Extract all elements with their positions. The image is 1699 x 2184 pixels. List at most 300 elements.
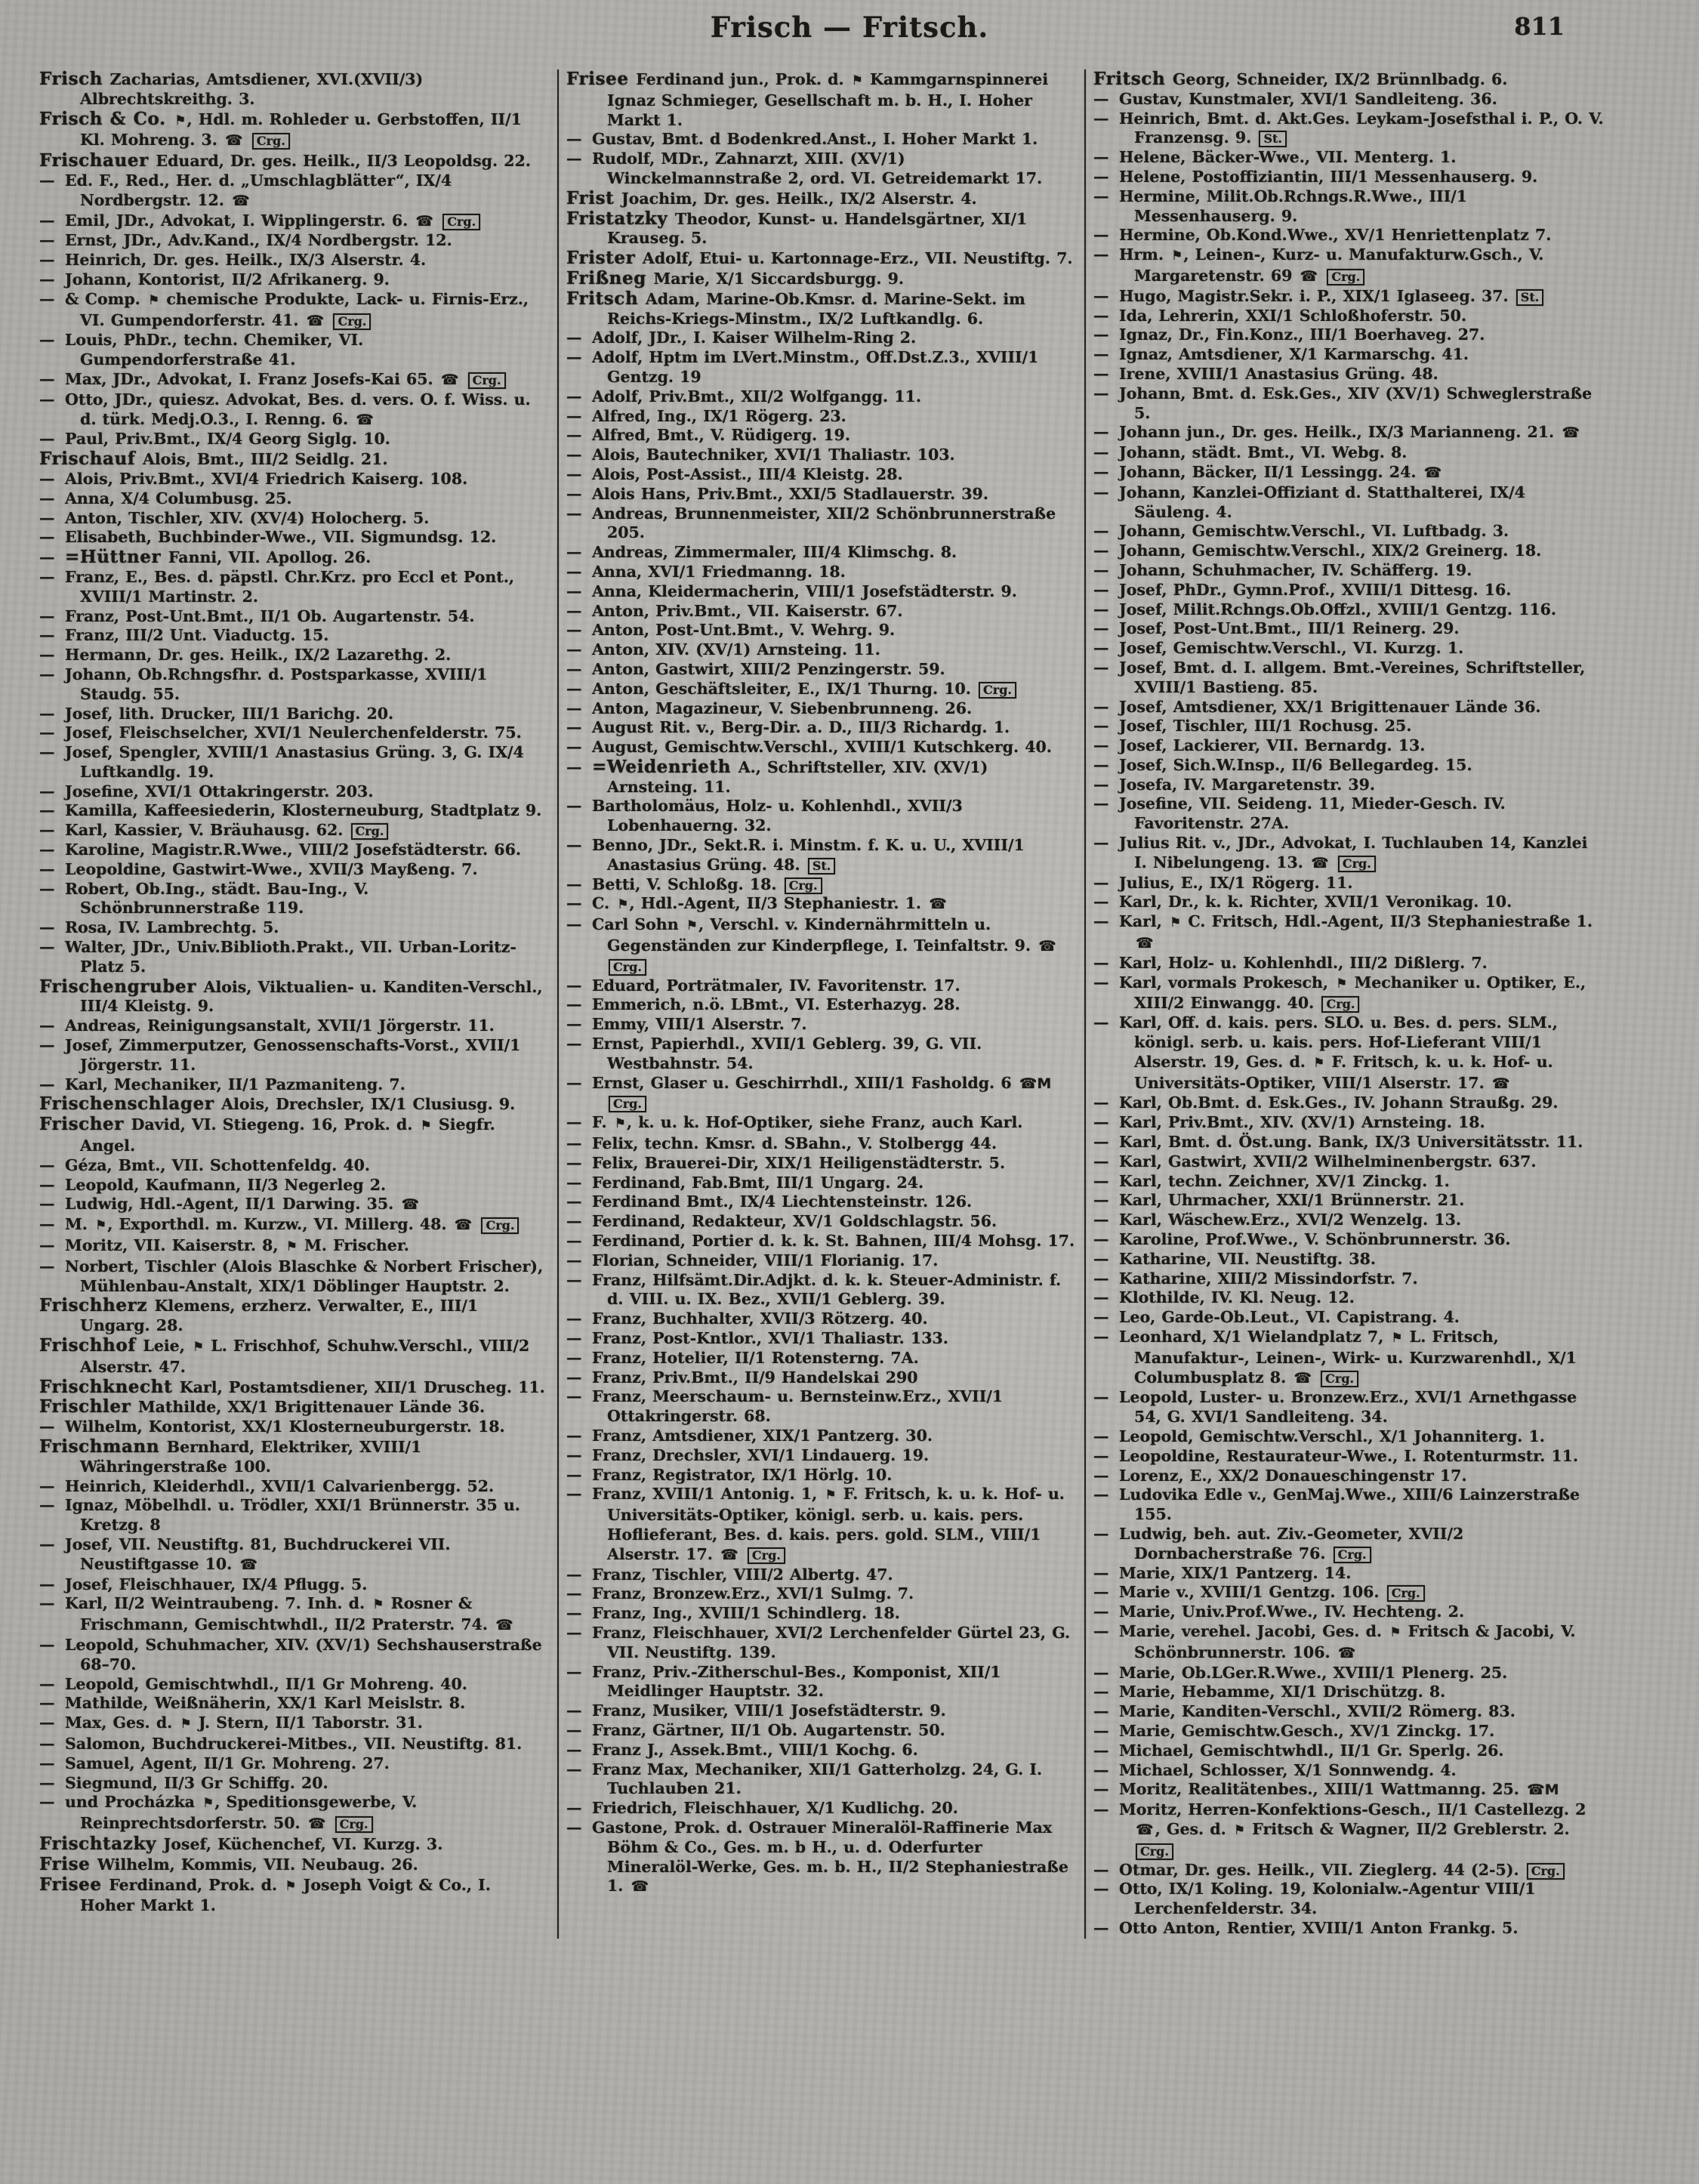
- directory-entry: — Leopold, Luster- u. Bronzew.Erz., XVI/1 Arnethgasse 54, G. XVI/1 Sandleiteng. 34.: [1093, 1388, 1577, 1427]
- ditto-dash: —: [566, 1426, 582, 1445]
- directory-entry: — Heinrich, Bmt. d. Akt.Ges. Leykam-Josefsthal i. P., O. V. Franzensg. 9. St.: [1093, 109, 1604, 147]
- ditto-dash: —: [1093, 580, 1109, 599]
- ditto-dash: —: [1093, 1171, 1109, 1190]
- directory-entry: — Ignaz, Amtsdiener, X/1 Karmarschg. 41.: [1093, 345, 1469, 364]
- directory-entry: — Josef, Fleischhauer, IX/4 Pflugg. 5.: [39, 1575, 368, 1593]
- directory-entry: — Karoline, Magistr.R.Wwe., VIII/2 Josefstädterstr. 66.: [39, 841, 521, 859]
- ditto-dash: —: [1093, 1800, 1109, 1819]
- telephone-icon: ☎: [1300, 267, 1318, 285]
- ditto-dash: —: [39, 390, 55, 409]
- ditto-dash: —: [1093, 1524, 1109, 1543]
- ditto-dash: —: [39, 369, 55, 388]
- ditto-dash: —: [1093, 1721, 1109, 1740]
- crg-badge: Crg.: [979, 682, 1016, 699]
- telephone-icon: ☎: [415, 212, 434, 230]
- ditto-dash: —: [1093, 755, 1109, 774]
- directory-entry: — Alfred, Ing., IX/1 Rögerg. 23.: [566, 406, 846, 425]
- directory-entry: Frist Joachim, Dr. ges. Heilk., IX/2 Alserstr. 4.: [566, 187, 977, 208]
- registered-firm-mark-icon: ⚑: [1389, 1624, 1401, 1640]
- ditto-dash: —: [566, 348, 582, 367]
- ditto-dash: —: [1093, 483, 1109, 501]
- ditto-dash: —: [39, 1754, 55, 1772]
- directory-entry: — Franz, Gärtner, II/1 Ob. Augartenstr. 50.: [566, 1720, 945, 1739]
- directory-entry: — Karl, Mechaniker, II/1 Pazmaniteng. 7.: [39, 1075, 405, 1094]
- ditto-dash: —: [1093, 1880, 1109, 1899]
- directory-entry: — Emil, JDr., Advokat, I. Wipplingerstr. 6. ☎ Crg.: [39, 211, 550, 232]
- directory-entry: — Moritz, Herren-Konfektions-Gesch., II/1 Castellezg. 2 ☎, Ges. d. ⚑ Fritsch & Wagner, II/2 Greblerstr. 2. Crg.: [1093, 1800, 1586, 1859]
- telephone-icon: ☎: [225, 132, 243, 150]
- ditto-dash: —: [1093, 1603, 1109, 1621]
- directory-entry: — Johann jun., Dr. ges. Heilk., IX/3 Marianneng. 21. ☎: [1093, 423, 1604, 443]
- registered-firm-mark-icon: ⚑: [372, 1597, 384, 1613]
- directory-entry: — Ludwig, Hdl.-Agent, II/1 Darwing. 35. ☎: [39, 1195, 550, 1215]
- ditto-dash: —: [566, 1760, 582, 1778]
- ditto-dash: —: [39, 743, 55, 762]
- directory-entry: — Elisabeth, Buchbinder-Wwe., VII. Sigmundsg. 12.: [39, 528, 497, 547]
- ditto-dash: —: [1093, 443, 1109, 462]
- directory-entry: — Max, Ges. d. ⚑ J. Stern, II/1 Taborstr. 31.: [39, 1714, 550, 1735]
- directory-entry: Frischauf Alois, Bmt., III/2 Seidlg. 21.: [39, 449, 388, 470]
- ditto-dash: —: [566, 1368, 582, 1387]
- directory-entry: — Franz, Hotelier, II/1 Rotensterng. 7A.: [566, 1348, 919, 1367]
- telephone-icon: ☎: [440, 371, 459, 388]
- directory-entry: — Josef, Zimmerputzer, Genossenschafts-Vorst., XVII/1 Jörgerstr. 11.: [39, 1036, 521, 1074]
- registered-firm-mark-icon: ⚑: [285, 1239, 297, 1255]
- directory-entry: — Franz, Drechsler, XVI/1 Lindauerg. 19.: [566, 1445, 930, 1464]
- ditto-dash: —: [1093, 1466, 1109, 1485]
- ditto-dash: —: [1093, 245, 1109, 264]
- entry-surname: Frist: [566, 187, 621, 208]
- ditto-dash: —: [566, 738, 582, 757]
- ditto-dash: —: [1093, 658, 1109, 677]
- telephone-icon: ☎: [232, 192, 250, 209]
- ditto-dash: —: [39, 548, 55, 567]
- column-1: [39, 69, 550, 1939]
- ditto-dash: —: [39, 1575, 55, 1593]
- directory-entry: — Gastone, Prok. d. Ostrauer Mineralöl-Raffinerie Max Böhm & Co., Ges. m. b H., u. d. Oderfurter Mineralöl-Werke, Ges. m. b. H., II/2 Stephaniestraße 1. ☎: [566, 1818, 1077, 1897]
- directory-entry: — Anna, X/4 Columbusg. 25.: [39, 489, 292, 507]
- directory-entry: — Alfred, Bmt., V. Rüdigerg. 19.: [566, 426, 850, 445]
- ditto-dash: —: [566, 1720, 582, 1739]
- directory-entry: Frischauer Eduard, Dr. ges. Heilk., II/3 Leopoldsg. 22.: [39, 150, 531, 171]
- ditto-dash: —: [566, 1662, 582, 1681]
- ditto-dash: —: [39, 289, 55, 308]
- directory-entry: — und Procházka ⚑, Speditionsgewerbe, V. Reinprechtsdorferstr. 50. ☎ Crg.: [39, 1793, 550, 1834]
- ditto-dash: —: [1093, 522, 1109, 541]
- directory-entry: — Alois Hans, Priv.Bmt., XXI/5 Stadlauerstr. 39.: [566, 484, 988, 503]
- directory-entry: — Karl, Wäschew.Erz., XVI/2 Wenzelg. 13.: [1093, 1211, 1461, 1229]
- ditto-dash: —: [566, 836, 582, 855]
- directory-entry: — Felix, Brauerei-Dir, XIX/1 Heiligenstädterstr. 5.: [566, 1153, 1006, 1172]
- directory-entry: — Karl, II/2 Weintraubeng. 7. Inh. d. ⚑ Rosner & Frischmann, Gemischtwhdl., II/2 Praterstr. 74. ☎: [39, 1594, 550, 1636]
- directory-entry: — Johann, Ob.Rchngsfhr. d. Postsparkasse, XVIII/1 Staudg. 55.: [39, 665, 488, 703]
- directory-entry: Frisch & Co. ⚑, Hdl. m. Rohleder u. Gerbstoffen, II/1 Kl. Mohreng. 3. ☎ Crg.: [39, 110, 550, 152]
- ditto-dash: —: [1093, 1191, 1109, 1210]
- ditto-dash: —: [1093, 1249, 1109, 1268]
- ditto-dash: —: [1093, 600, 1109, 618]
- telephone-icon: ☎: [239, 1556, 258, 1573]
- directory-entry: — Hrm. ⚑, Leinen-, Kurz- u. Manufakturw.Gsch., V. Margaretenstr. 69 ☎ Crg.: [1093, 245, 1604, 287]
- entry-surname: Fritsch: [1093, 69, 1173, 89]
- telephone-icon: ☎: [929, 896, 947, 913]
- ditto-dash: —: [39, 1257, 55, 1276]
- telephone-icon: ☎: [1294, 1369, 1312, 1387]
- directory-entry: — Michael, Schlosser, X/1 Sonnwendg. 4.: [1093, 1760, 1457, 1779]
- ditto-dash: —: [1093, 873, 1109, 892]
- st-badge: St.: [1259, 131, 1287, 147]
- directory-entry: — Leopold, Schuhmacher, XIV. (XV/1) Sechshauserstraße 68–70.: [39, 1635, 542, 1673]
- ditto-dash: —: [39, 270, 55, 288]
- registered-firm-mark-icon: ⚑: [94, 1218, 106, 1234]
- ditto-dash: —: [566, 976, 582, 995]
- directory-entry: — Josef, Spengler, XVIII/1 Anastasius Grüng. 3, G. IX/4 Luftkandlg. 19.: [39, 743, 524, 781]
- directory-entry: — Franz, Amtsdiener, XIX/1 Pantzerg. 30.: [566, 1426, 933, 1445]
- ditto-dash: —: [39, 1075, 55, 1094]
- ditto-dash: —: [1093, 187, 1109, 205]
- directory-entry: — Johann, Bmt. d. Esk.Ges., XIV (XV/1) Schweglerstraße 5.: [1093, 384, 1593, 422]
- crg-badge: Crg.: [609, 959, 646, 976]
- ditto-dash: —: [1093, 953, 1109, 972]
- directory-entry: — Franz, Post-Kntlor., XVI/1 Thaliastr. 133.: [566, 1329, 948, 1347]
- directory-entry: — Franz, Buchhalter, XVII/3 Rötzerg. 40.: [566, 1309, 928, 1328]
- ditto-dash: —: [39, 1016, 55, 1035]
- ditto-dash: —: [566, 1348, 582, 1367]
- directory-entry: — Josef, Fleischselcher, XVI/1 Neulerchenfelderstr. 75.: [39, 723, 522, 742]
- telephone-icon: ☎: [1491, 1075, 1510, 1092]
- ditto-dash: —: [566, 797, 582, 816]
- directory-entry: — Robert, Ob.Ing., städt. Bau-Ing., V. Schönbrunnerstraße 119.: [39, 879, 369, 918]
- directory-entry: — Felix, techn. Kmsr. d. SBahn., V. Stolbergg 44.: [566, 1134, 998, 1153]
- directory-entry: — August, Gemischtw.Verschl., XVIII/1 Kutschkerg. 40.: [566, 738, 1052, 757]
- directory-entry: — Karl, Kassier, V. Bräuhausg. 62. Crg.: [39, 821, 550, 841]
- telephone-icon: ☎: [1136, 935, 1154, 952]
- directory-entry: — Helene, Bäcker-Wwe., VII. Menterg. 1.: [1093, 148, 1457, 167]
- ditto-dash: —: [1093, 306, 1109, 325]
- directory-entry: Frise Wilhelm, Kommis, VII. Neubaug. 26.: [39, 1853, 418, 1874]
- telephone-icon: ☎: [495, 1617, 513, 1634]
- ditto-dash: —: [1093, 1269, 1109, 1288]
- directory-entry: — Adolf, Priv.Bmt., XII/2 Wolfgangg. 11.: [566, 387, 921, 406]
- crg-badge: Crg.: [1387, 1585, 1425, 1602]
- directory-entry: Frisee Ferdinand, Prok. d. ⚑ Joseph Voigt & Co., I. Hoher Markt 1.: [39, 1874, 491, 1915]
- ditto-dash: —: [566, 1212, 582, 1231]
- directory-entry: — Irene, XVIII/1 Anastasius Grüng. 48.: [1093, 364, 1438, 383]
- telephone-icon: ☎: [306, 312, 325, 329]
- directory-entry: — Franz, Meerschaum- u. Bernsteinw.Erz., XVII/1 Ottakringerstr. 68.: [566, 1387, 1004, 1426]
- directory-entry: — Josefine, XVI/1 Ottakringerstr. 203.: [39, 782, 374, 800]
- directory-entry: Frischler Mathilde, XX/1 Brigittenauer Lände 36.: [39, 1396, 486, 1417]
- directory-entry: — Josef, Post-Unt.Bmt., III/1 Reinerg. 29.: [1093, 619, 1460, 638]
- ditto-dash: —: [39, 782, 55, 800]
- entry-surname: Frischler: [39, 1396, 138, 1417]
- directory-entry: — Anton, XIV. (XV/1) Arnsteing. 11.: [566, 640, 880, 659]
- telephone-icon: ☎: [401, 1196, 420, 1214]
- ditto-dash: —: [1093, 462, 1109, 481]
- entry-surname: =Weidenrieth: [592, 756, 738, 777]
- ditto-dash: —: [1093, 1133, 1109, 1152]
- ditto-dash: —: [566, 581, 582, 600]
- ditto-dash: —: [1093, 1683, 1109, 1701]
- directory-entry: — Moritz, VII. Kaiserstr. 8, ⚑ M. Frischer.: [39, 1236, 550, 1257]
- ditto-dash: —: [566, 1584, 582, 1603]
- ditto-dash: —: [1093, 1621, 1109, 1640]
- directory-entry: — Louis, PhDr., techn. Chemiker, VI. Gumpendorferstraße 41.: [39, 331, 364, 369]
- directory-entry: — Karl, Ob.Bmt. d. Esk.Ges., IV. Johann Straußg. 29.: [1093, 1094, 1559, 1112]
- st-badge: St.: [1516, 289, 1544, 306]
- directory-entry: — Hugo, Magistr.Sekr. i. P., XIX/1 Iglaseeg. 37. St.: [1093, 287, 1604, 307]
- directory-entry: — Julius, E., IX/1 Rögerg. 11.: [1093, 873, 1353, 892]
- entry-surname: Frisch & Co.: [39, 108, 174, 129]
- ditto-dash: —: [1093, 325, 1109, 344]
- directory-entry: — Marie, Hebamme, XI/1 Drischützg. 8.: [1093, 1683, 1446, 1701]
- directory-entry: — Moritz, Realitätenbes., XIII/1 Wattmanng. 25. ☎M: [1093, 1780, 1604, 1800]
- ditto-dash: —: [1093, 384, 1109, 403]
- ditto-dash: —: [566, 640, 582, 659]
- ditto-dash: —: [39, 1175, 55, 1194]
- directory-entry: — Alois, Post-Assist., III/4 Kleistg. 28.: [566, 464, 903, 483]
- directory-entry: — Franz J., Assek.Bmt., VIII/1 Kochg. 6.: [566, 1740, 918, 1759]
- registered-firm-mark-icon: ⚑: [420, 1118, 431, 1134]
- directory-entry: — Gustav, Bmt. d Bodenkred.Anst., I. Hoher Markt 1.: [566, 130, 1038, 149]
- page-header: [0, 11, 1699, 63]
- ditto-dash: —: [1093, 1860, 1109, 1879]
- directory-entry: — Kamilla, Kaffeesiederin, Klosterneuburg, Stadtplatz 9.: [39, 801, 542, 820]
- ditto-dash: —: [566, 1134, 582, 1153]
- ditto-dash: —: [566, 1173, 582, 1192]
- directory-entry: — Leo, Garde-Ob.Leut., VI. Capistrang. 4.: [1093, 1308, 1460, 1327]
- ditto-dash: —: [1093, 541, 1109, 560]
- directory-entry: — Ferdinand Bmt., IX/4 Liechtensteinstr. 126.: [566, 1192, 973, 1211]
- ditto-dash: —: [566, 329, 582, 347]
- column-divider: [1084, 69, 1086, 1939]
- ditto-dash: —: [1093, 1780, 1109, 1799]
- ditto-dash: —: [39, 1793, 55, 1812]
- directory-entry: — Emmerich, n.ö. LBmt., VI. Esterhazyg. 28.: [566, 995, 961, 1014]
- telephone-icon: ☎: [1337, 1644, 1356, 1661]
- registered-firm-mark-icon: ⚑: [1336, 976, 1347, 992]
- entry-surname: Frisee: [566, 69, 637, 89]
- ditto-dash: —: [566, 1270, 582, 1289]
- ditto-dash: —: [1093, 364, 1109, 383]
- directory-entry: — Betti, V. Schloßg. 18. Crg.: [566, 875, 1077, 895]
- page-title: Frisch — Fritsch.: [710, 11, 989, 44]
- ditto-dash: —: [566, 1623, 582, 1642]
- directory-entry: — Ludovika Edle v., GenMaj.Wwe., XIII/6 Lainzerstraße 155.: [1093, 1485, 1580, 1524]
- directory-entry: Frisch Zacharias, Amtsdiener, XVI.(XVII/3) Albrechtskreithg. 3.: [39, 69, 424, 108]
- directory-columns: [39, 69, 1619, 1939]
- entry-surname: Frisch: [39, 69, 110, 89]
- crg-badge: Crg.: [1338, 856, 1376, 872]
- directory-entry: — Ida, Lehrerin, XXI/1 Schloßhoferstr. 50.: [1093, 306, 1467, 325]
- ditto-dash: —: [39, 1496, 55, 1515]
- ditto-dash: —: [1093, 893, 1109, 912]
- ditto-dash: —: [1093, 423, 1109, 442]
- directory-entry: — Anton, Tischler, XIV. (XV/4) Holocherg. 5.: [39, 508, 430, 527]
- ditto-dash: —: [39, 821, 55, 840]
- ditto-dash: —: [1093, 1113, 1109, 1132]
- ditto-dash: —: [39, 918, 55, 937]
- crg-badge: Crg.: [351, 823, 389, 840]
- directory-entry: — Katharine, VII. Neustiftg. 38.: [1093, 1249, 1376, 1268]
- ditto-dash: —: [566, 1015, 582, 1034]
- ditto-dash: —: [39, 1594, 55, 1613]
- ditto-dash: —: [39, 508, 55, 527]
- crg-badge: Crg.: [1527, 1863, 1565, 1880]
- ditto-dash: —: [1093, 619, 1109, 638]
- ditto-dash: —: [1093, 794, 1109, 813]
- ditto-dash: —: [1093, 1211, 1109, 1229]
- directory-entry: — Alois, Priv.Bmt., XVI/4 Friedrich Kaiserg. 108.: [39, 469, 468, 488]
- entry-surname: Frischknecht: [39, 1376, 180, 1397]
- directory-entry: — Josef, VII. Neustiftg. 81, Buchdruckerei VII. Neustiftgasse 10. ☎: [39, 1535, 550, 1575]
- registered-firm-mark-icon: ⚑: [174, 113, 186, 128]
- directory-entry: — Carl Sohn ⚑, Verschl. v. Kindernährmitteln u. Gegenständen zur Kinderpflege, I. Teinfaltstr. 9. ☎ Crg.: [566, 915, 1056, 974]
- ditto-dash: —: [39, 211, 55, 230]
- directory-entry: — Julius Rit. v., JDr., Advokat, I. Tuchlauben 14, Kanzlei I. Nibelungeng. 13. ☎ Crg.: [1093, 834, 1604, 874]
- directory-entry: — F. ⚑, k. u. k. Hof-Optiker, siehe Franz, auch Karl.: [566, 1113, 1077, 1134]
- directory-entry: — Hermann, Dr. ges. Heilk., IX/2 Lazarethg. 2.: [39, 646, 452, 665]
- directory-entry: — Samuel, Agent, II/1 Gr. Mohreng. 27.: [39, 1754, 390, 1772]
- directory-entry: — Emmy, VIII/1 Alserstr. 7.: [566, 1015, 807, 1034]
- telephone-icon: ☎: [1038, 938, 1056, 955]
- ditto-dash: —: [1093, 1427, 1109, 1445]
- ditto-dash: —: [1093, 1485, 1109, 1504]
- ditto-dash: —: [39, 1236, 55, 1255]
- directory-entry: — Karl, Bmt. d. Öst.ung. Bank, IX/3 Universitätsstr. 11.: [1093, 1133, 1583, 1152]
- directory-entry: — Marie, XIX/1 Pantzerg. 14.: [1093, 1563, 1352, 1582]
- directory-entry: — Marie, Gemischtw.Gesch., XV/1 Zinckg. 17.: [1093, 1721, 1495, 1740]
- ditto-dash: —: [39, 430, 55, 449]
- ditto-dash: —: [1093, 1388, 1109, 1407]
- directory-entry: — Max, JDr., Advokat, I. Franz Josefs-Kai 65. ☎ Crg.: [39, 370, 550, 390]
- directory-entry: — Karl, techn. Zeichner, XV/1 Zinckg. 1.: [1093, 1171, 1450, 1190]
- directory-entry: — Gustav, Kunstmaler, XVI/1 Sandleiteng. 36.: [1093, 89, 1497, 108]
- directory-entry: Frißneg Marie, X/1 Siccardsburgg. 9.: [566, 267, 905, 288]
- registered-firm-mark-icon: ⚑: [192, 1340, 204, 1355]
- ditto-dash: —: [1093, 167, 1109, 186]
- ditto-dash: —: [39, 1674, 55, 1693]
- ditto-dash: —: [39, 1714, 55, 1732]
- ditto-dash: —: [566, 1387, 582, 1406]
- directory-entry: — Johann, Kontorist, II/2 Afrikanerg. 9.: [39, 270, 390, 288]
- crg-badge: Crg.: [442, 214, 480, 230]
- ditto-dash: —: [1093, 736, 1109, 755]
- directory-entry: — Ferdinand, Fab.Bmt, III/1 Ungarg. 24.: [566, 1173, 924, 1192]
- registered-firm-mark-icon: ⚑: [617, 897, 628, 913]
- directory-entry: — Ferdinand, Redakteur, XV/1 Goldschlagstr. 56.: [566, 1212, 998, 1231]
- directory-entry: — Ernst, JDr., Adv.Kand., IX/4 Nordbergstr. 12.: [39, 231, 452, 250]
- st-badge: St.: [808, 858, 836, 875]
- ditto-dash: —: [566, 1485, 582, 1504]
- directory-entry: — Anna, XVI/1 Friedmanng. 18.: [566, 562, 846, 581]
- directory-entry: Frischengruber Alois, Viktualien- u. Kanditen-Verschl., III/4 Kleistg. 9.: [39, 976, 543, 1016]
- ditto-dash: —: [1093, 1446, 1109, 1465]
- column-3: [1093, 69, 1604, 1939]
- directory-entry: — Johann, städt. Bmt., VI. Webg. 8.: [1093, 443, 1408, 462]
- directory-entry: Frischer David, VI. Stiegeng. 16, Prok. d. ⚑ Siegfr. Angel.: [39, 1114, 495, 1155]
- column-2: [566, 69, 1077, 1939]
- directory-entry: — =Hüttner Fanni, VII. Apollog. 26.: [39, 547, 372, 568]
- ditto-dash: —: [1093, 834, 1109, 853]
- ditto-dash: —: [1093, 1918, 1109, 1937]
- directory-entry: — Josef, Amtsdiener, XX/1 Brigittenauer Lände 36.: [1093, 697, 1541, 716]
- ditto-dash: —: [566, 1740, 582, 1759]
- directory-entry: — Anna, Kleidermacherin, VIII/1 Josefstädterstr. 9.: [566, 581, 1017, 600]
- directory-entry: — Ludwig, beh. aut. Ziv.-Geometer, XVII/2 Dornbacherstraße 76. Crg.: [1093, 1524, 1464, 1562]
- directory-entry: Frischherz Klemens, erzherz. Verwalter, E., III/1 Ungarg. 28.: [39, 1295, 479, 1335]
- directory-entry: — Otto Anton, Rentier, XVIII/1 Anton Frankg. 5.: [1093, 1918, 1519, 1937]
- telephone-icon: ☎: [1562, 424, 1580, 442]
- ditto-dash: —: [39, 1417, 55, 1436]
- ditto-dash: —: [566, 130, 582, 149]
- directory-entry: — Franz, Priv.-Zitherschul-Bes., Komponist, XII/1 Meidlinger Hauptstr. 32.: [566, 1662, 1001, 1701]
- ditto-dash: —: [39, 1036, 55, 1055]
- entry-surname: Frischauer: [39, 150, 156, 171]
- ditto-dash: —: [39, 665, 55, 683]
- entry-surname: Frischhof: [39, 1335, 143, 1356]
- directory-entry: — Marie, Univ.Prof.Wwe., IV. Hechteng. 2.: [1093, 1603, 1465, 1621]
- entry-surname: Frischengruber: [39, 976, 204, 997]
- directory-entry: — Leopold, Gemischtwhdl., II/1 Gr Mohreng. 40.: [39, 1674, 467, 1693]
- directory-entry: — Ernst, Papierhdl., XVII/1 Geblerg. 39, G. VII. Westbahnstr. 54.: [566, 1035, 982, 1072]
- ditto-dash: —: [566, 1232, 582, 1251]
- directory-entry: — Mathilde, Weißnäherin, XX/1 Karl Meislstr. 8.: [39, 1694, 466, 1713]
- ditto-dash: —: [1093, 89, 1109, 108]
- crg-badge: Crg.: [748, 1547, 785, 1564]
- entry-surname: Frister: [566, 248, 643, 269]
- telephone-m-icon: ☎M: [1527, 1781, 1559, 1799]
- ditto-dash: —: [39, 1155, 55, 1174]
- directory-entry: — Klothilde, IV. Kl. Neug. 12.: [1093, 1288, 1355, 1307]
- directory-entry: — Salomon, Buchdruckerei-Mitbes., VII. Neustiftg. 81.: [39, 1734, 523, 1753]
- ditto-dash: —: [39, 567, 55, 586]
- ditto-dash: —: [566, 406, 582, 425]
- directory-entry: — Franz, Hilfsämt.Dir.Adjkt. d. k. k. Steuer-Administr. f. d. VIII. u. IX. Bez., XVII/1 Geblerg. 39.: [566, 1270, 1062, 1309]
- ditto-dash: —: [566, 562, 582, 581]
- directory-entry: — Franz, XVIII/1 Antonig. 1, ⚑ F. Fritsch, k. u. k. Hof- u. Universitäts-Optiker, königl. serb. u. kais. pers. Hoflieferant, Bes. d. kais. pers. gold. SLM., VIII/1 Alserstr. 17. ☎ Crg.: [566, 1485, 1077, 1565]
- ditto-dash: —: [566, 1192, 582, 1211]
- telephone-icon: ☎: [1311, 854, 1329, 871]
- entry-surname: Frischenschlager: [39, 1094, 222, 1115]
- directory-entry: — Karl, Dr., k. k. Richter, XVII/1 Veronikag. 10.: [1093, 893, 1512, 912]
- directory-entry: — Josef, Tischler, III/1 Rochusg. 25.: [1093, 717, 1412, 736]
- ditto-dash: —: [1093, 226, 1109, 245]
- ditto-dash: —: [39, 171, 55, 190]
- directory-entry: — & Comp. ⚑ chemische Produkte, Lack- u. Firnis-Erz., VI. Gumpendorferstr. 41. ☎ Crg.: [39, 290, 550, 332]
- ditto-dash: —: [566, 875, 582, 893]
- ditto-dash: —: [39, 1215, 55, 1234]
- directory-entry: — Franz, Fleischhauer, XVI/2 Lerchenfelder Gürtel 23, G. VII. Neustiftg. 139.: [566, 1623, 1071, 1661]
- directory-entry: Fritsch Adam, Marine-Ob.Kmsr. d. Marine-Sekt. im Reichs-Kriegs-Minstm., IX/2 Luftkandlg. 6.: [566, 288, 1025, 328]
- directory-entry: — Karl, Gastwirt, XVII/2 Wilhelminenbergstr. 637.: [1093, 1152, 1537, 1171]
- ditto-dash: —: [566, 1113, 582, 1132]
- telephone-icon: ☎: [307, 1815, 326, 1833]
- directory-entry: — Franz, E., Bes. d. päpstl. Chr.Krz. pro Eccl et Pont., XVIII/1 Martinstr. 2.: [39, 567, 515, 606]
- ditto-dash: —: [39, 1476, 55, 1495]
- directory-entry: — Franz, Priv.Bmt., II/9 Handelskai 290: [566, 1368, 918, 1387]
- directory-entry: — Bartholomäus, Holz- u. Kohlenhdl., XVII/3 Lobenhauerng. 32.: [566, 797, 963, 835]
- directory-entry: — Wilhelm, Kontorist, XX/1 Klosterneuburgerstr. 18.: [39, 1417, 505, 1436]
- ditto-dash: —: [566, 1604, 582, 1623]
- entry-surname: Frischauf: [39, 449, 143, 470]
- entry-surname: Fritsch: [566, 288, 646, 309]
- crg-badge: Crg.: [252, 133, 290, 150]
- directory-entry: — Marie v., XVIII/1 Gentzg. 106. Crg.: [1093, 1583, 1604, 1603]
- directory-entry: Frisee Ferdinand jun., Prok. d. ⚑ Kammgarnspinnerei Ignaz Schmieger, Gesellschaft m. b. H., I. Hoher Markt 1.: [566, 69, 1049, 129]
- directory-entry: — Helene, Postoffiziantin, III/1 Messenhauserg. 9.: [1093, 167, 1538, 186]
- telephone-icon: ☎: [356, 411, 374, 428]
- ditto-dash: —: [39, 1635, 55, 1654]
